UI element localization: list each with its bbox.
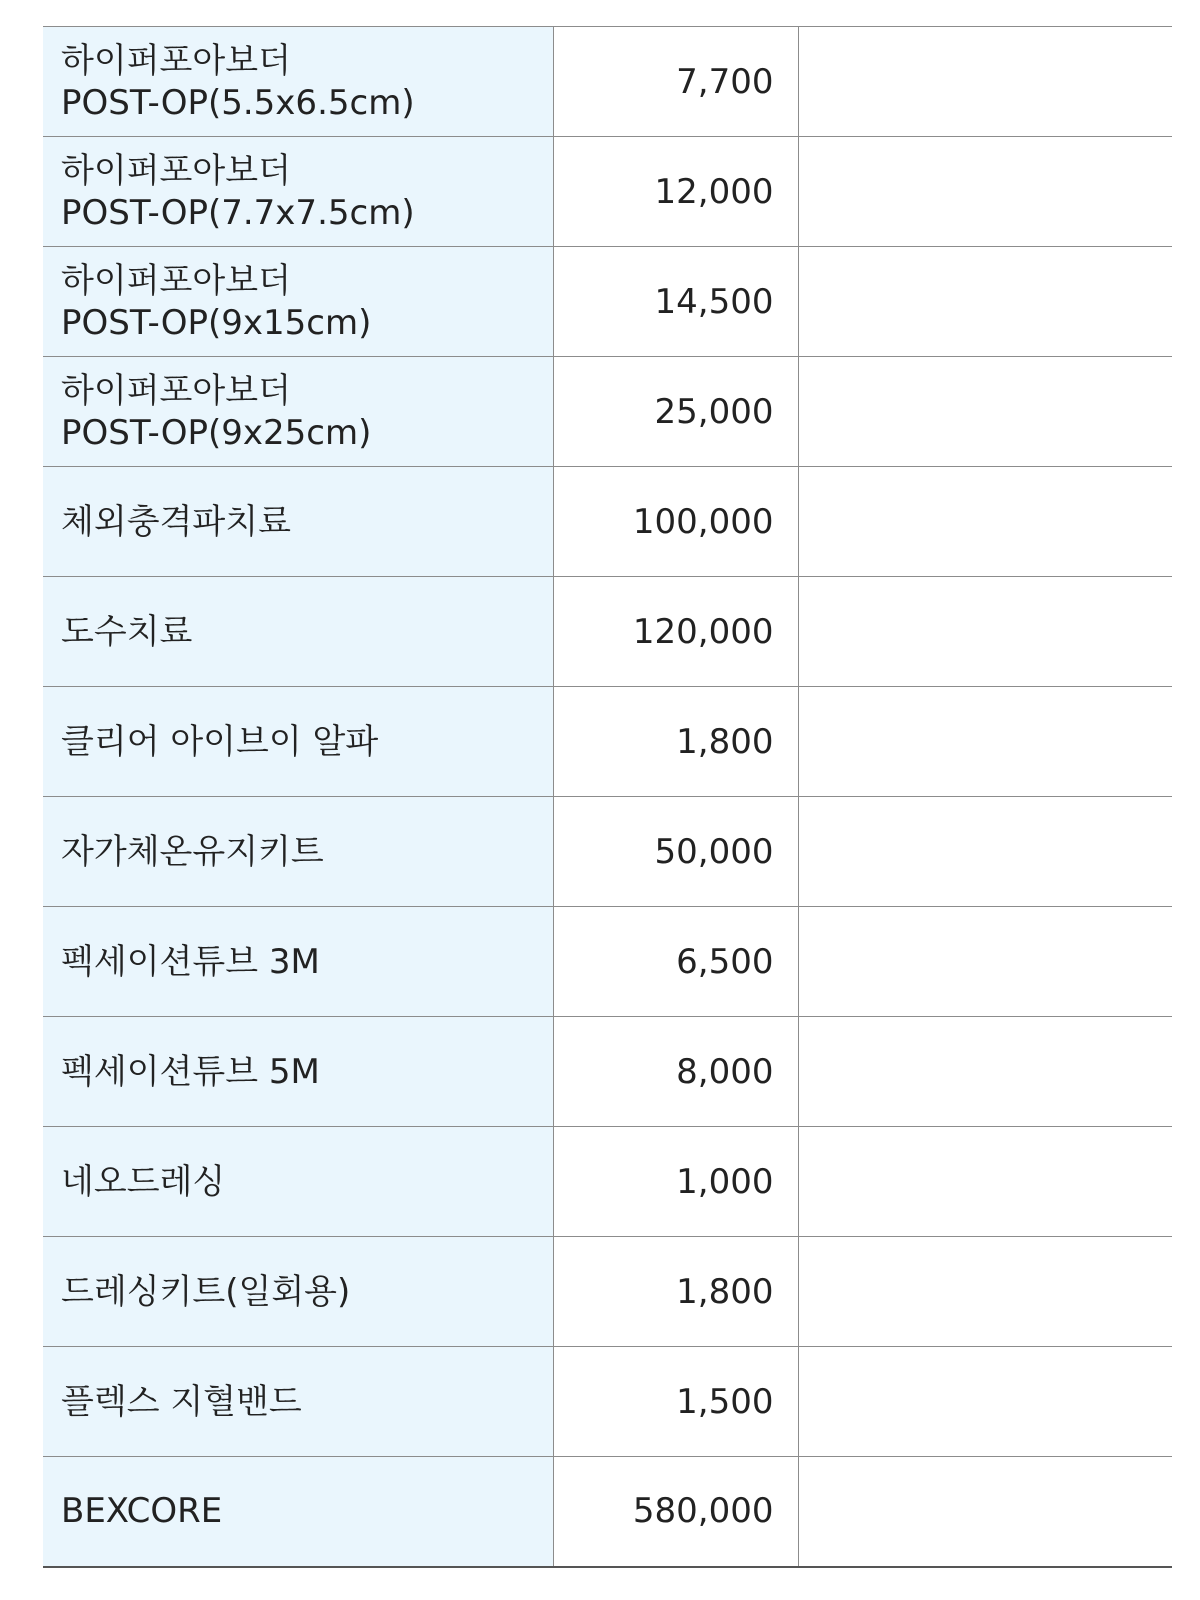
item-name: 드레싱키트(일회용) (61, 1271, 351, 1312)
item-name-cell (43, 137, 553, 247)
item-name-cell (43, 357, 553, 467)
table-row (43, 357, 1172, 467)
item-note (798, 357, 1172, 467)
table-row (43, 1347, 1172, 1457)
price-table (43, 26, 1172, 1568)
table-row (43, 467, 1172, 577)
item-name: 하이퍼포아보더 (61, 370, 291, 411)
item-name: 하이퍼포아보더 (61, 260, 291, 301)
table-row (43, 577, 1172, 687)
item-note (798, 687, 1172, 797)
item-name: 클리어 아이브이 알파 (61, 721, 379, 762)
item-price: 50,000 (553, 797, 798, 907)
table-row (43, 797, 1172, 907)
item-note (798, 27, 1172, 137)
item-price: 1,800 (553, 687, 798, 797)
item-name-cell (43, 467, 553, 577)
item-name-cell (43, 687, 553, 797)
item-price: 8,000 (553, 1017, 798, 1127)
item-price: 25,000 (553, 357, 798, 467)
item-price: 1,800 (553, 1237, 798, 1347)
table-row (43, 137, 1172, 247)
item-price: 1,500 (553, 1347, 798, 1457)
table-row (43, 1457, 1172, 1567)
item-name-cell (43, 247, 553, 357)
item-price: 100,000 (553, 467, 798, 577)
table-row (43, 27, 1172, 137)
item-name-cell (43, 27, 553, 137)
item-price: 1,000 (553, 1127, 798, 1237)
item-name: 자가체온유지키트 (61, 831, 324, 872)
item-name-cell (43, 1017, 553, 1127)
item-name-cell (43, 797, 553, 907)
item-name-cell (43, 1457, 553, 1567)
item-price: 6,500 (553, 907, 798, 1017)
item-name: 펙세이션튜브 5M (61, 1051, 320, 1092)
table-row (43, 1017, 1172, 1127)
table-row (43, 1127, 1172, 1237)
item-note (798, 577, 1172, 687)
item-price: 12,000 (553, 137, 798, 247)
item-note (798, 797, 1172, 907)
item-note (798, 1127, 1172, 1237)
item-note (798, 1457, 1172, 1567)
item-name: BEXCORE (61, 1491, 223, 1532)
item-name-cell (43, 1127, 553, 1237)
table-row (43, 687, 1172, 797)
item-note (798, 247, 1172, 357)
item-note (798, 1017, 1172, 1127)
item-note (798, 1347, 1172, 1457)
item-name-cell (43, 577, 553, 687)
item-name-cell (43, 1237, 553, 1347)
item-note (798, 1237, 1172, 1347)
item-price: 7,700 (553, 27, 798, 137)
table-row (43, 1237, 1172, 1347)
item-name-cell (43, 907, 553, 1017)
item-name: 하이퍼포아보더 (61, 40, 291, 81)
item-name: POST-OP(9x15cm) (61, 302, 372, 343)
table-row (43, 907, 1172, 1017)
item-name-cell (43, 1347, 553, 1457)
item-price: 580,000 (553, 1457, 798, 1567)
item-name: POST-OP(9x25cm) (61, 412, 372, 453)
item-name: 플렉스 지혈밴드 (61, 1381, 302, 1422)
item-note (798, 137, 1172, 247)
item-name: 체외충격파치료 (61, 501, 291, 542)
item-name: 펙세이션튜브 3M (61, 941, 320, 982)
table-row (43, 247, 1172, 357)
item-name: 네오드레싱 (61, 1161, 226, 1202)
item-name: 하이퍼포아보더 (61, 150, 291, 191)
item-name: POST-OP(7.7x7.5cm) (61, 192, 415, 233)
item-price: 120,000 (553, 577, 798, 687)
item-note (798, 467, 1172, 577)
price-table-body (43, 27, 1172, 1567)
item-note (798, 907, 1172, 1017)
item-price: 14,500 (553, 247, 798, 357)
item-name: POST-OP(5.5x6.5cm) (61, 82, 415, 123)
item-name: 도수치료 (61, 611, 193, 652)
